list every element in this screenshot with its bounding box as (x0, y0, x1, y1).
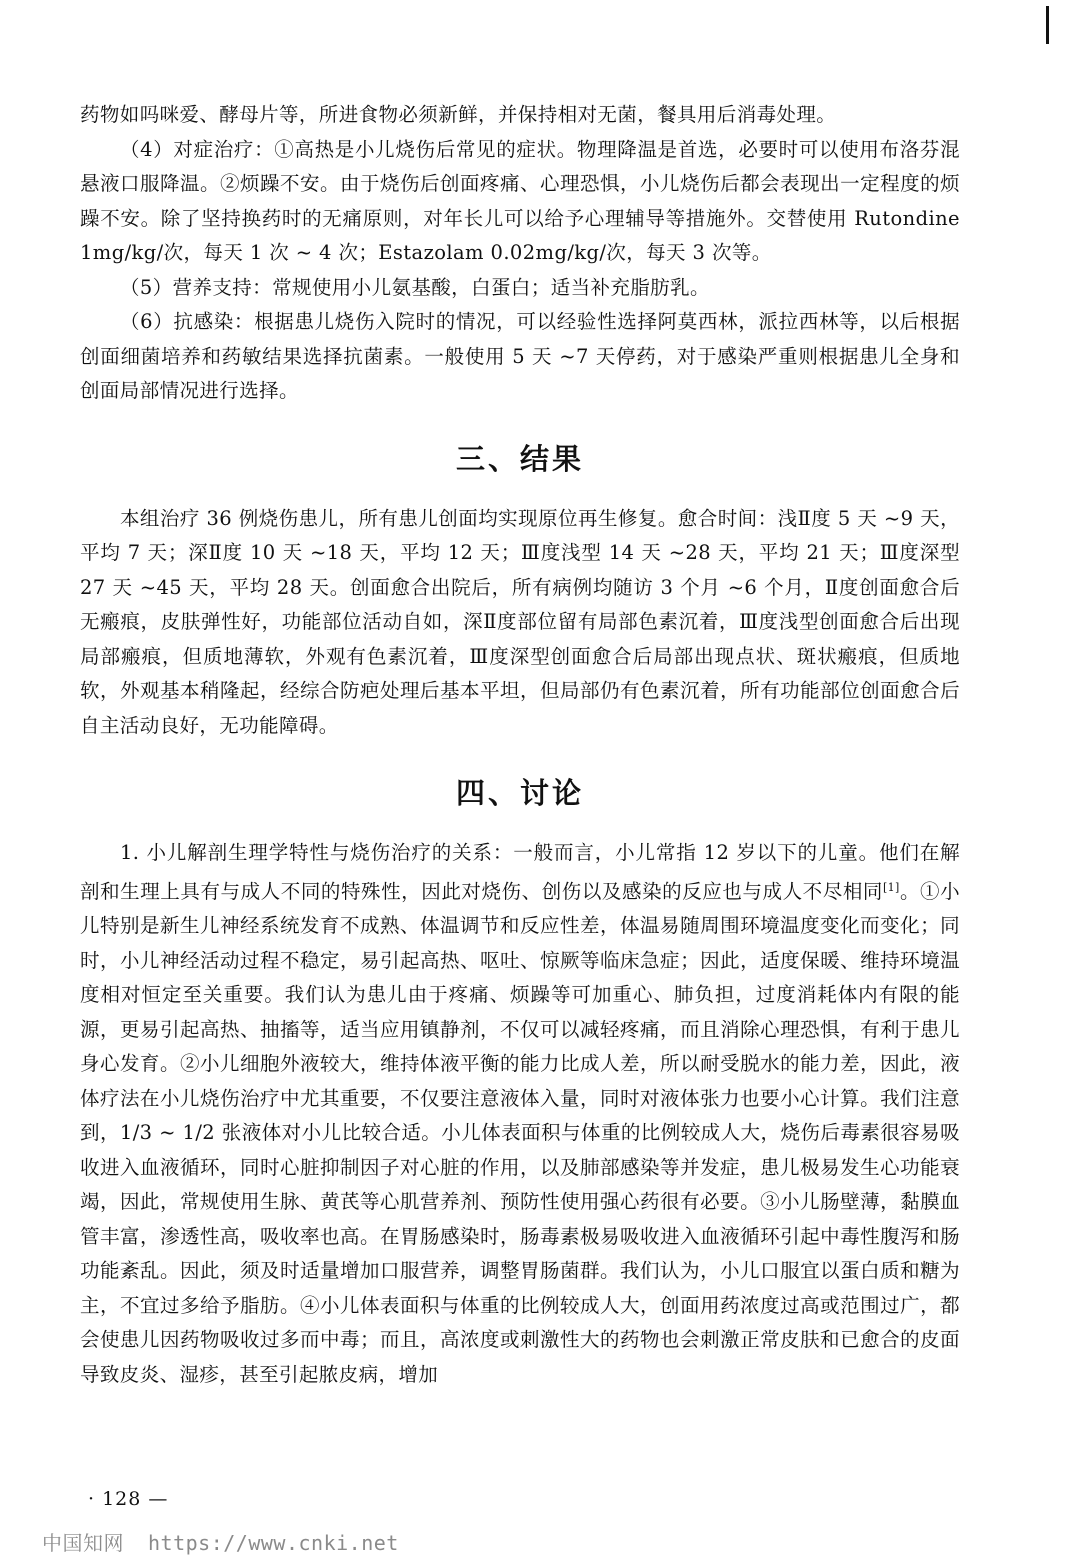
paragraph-discussion (80, 836, 960, 1392)
paragraph-results: 本组治疗 36 例烧伤患儿，所有患儿创面均实现原位再生修复。愈合时间：浅Ⅱ度 5 天 ~9 天，平均 7 天；深Ⅱ度 10 天 ~18 天，平均 12 天；Ⅲ度浅型 14 天 ~28 天，平均 21 天；Ⅲ度深型 27 天 ~45 天，平均 28 天。创面愈合出院后，所有病例均随访 3 个月 ~6 个月，Ⅱ度创面愈合后无瘢痕，皮肤弹性好，功能部位活动自如，深Ⅱ度部位留有局部色素沉着，Ⅲ度浅型创面愈合后出现局部瘢痕，但质地薄软，外观有色素沉着，Ⅲ度深型创面愈合后局部出现点状、斑状瘢痕，但质地软，外观基本稍隆起，经综合防疤处理后基本平坦，但局部仍有色素沉着，所有功能部位创面愈合后自主活动良好，无功能障碍。 (80, 506, 960, 737)
paragraph-symptomatic-treatment: （4）对症治疗：①高热是小儿烧伤后常见的症状。物理降温是首选，必要时可以使用布洛芬混悬液口服降温。②烦躁不安。由于烧伤后创面疼痛、心理恐惧，小儿烧伤后都会表现出一定程度的烦躁不安。除了坚持换药时的无痛原则，对年长儿可以给予心理辅导等措施外。交替使用 Rutondine 1mg/kg/次，每天 1 次 ~ 4 次；Estazolam 0.02mg/kg/次，每天 3 次等。 (80, 137, 960, 264)
page-number: · 128 — (88, 1488, 169, 1510)
watermark-logo: 中国知网 (42, 1531, 124, 1555)
cnki-watermark (42, 1527, 399, 1556)
paragraph-nutrition-support: （5）营养支持：常规使用小儿氨基酸，白蛋白；适当补充脂肪乳。 (119, 275, 710, 299)
citation-reference[interactable]: [1] (882, 880, 900, 894)
document-page (80, 98, 960, 1392)
discussion-text-part2: 。①小儿特别是新生儿神经系统发育不成熟、体温调节和反应性差，体温易随周围环境温度变化而变化；同时，小儿神经活动过程不稳定，易引起高热、呕吐、惊厥等临床急症；因此，适度保暖、维持环境温度相对恒定至关重要。我们认为患儿由于疼痛、烦躁等可加重心、肺负担，过度消耗体内有限的能源，更易引起高热、抽搐等，适当应用镇静剂，不仅可以减轻疼痛，而且消除心理恐惧，有利于患儿身心发育。②小儿细胞外液较大，维持体液平衡的能力比成人差，所以耐受脱水的能力差，因此，液体疗法在小儿烧伤治疗中尤其重要，不仅要注意液体入量，同时对液体张力也要小心计算。我们注意到，1/3 ~ 1/2 张液体对小儿比较合适。小儿体表面积与体重的比例较成人大，烧伤后毒素很容易吸收进入血液循环，同时心脏抑制因子对心脏的作用，以及肺部感染等并发症，患儿极易发生心功能衰竭，因此，常规使用生脉、黄芪等心肌营养剂、预防性使用强心药很有必要。③小儿肠壁薄，黏膜血管丰富，渗透性高，吸收率也高。在胃肠感染时，肠毒素极易吸收进入血液循环引起中毒性腹泻和肠功能紊乱。因此，须及时适量增加口服营养，调整胃肠菌群。我们认为，小儿口服宜以蛋白质和糖为主，不宜过多给予脂肪。④小儿体表面积与体重的比例较成人大，创面用药浓度过高或范围过广，都会使患儿因药物吸收过多而中毒；而且，高浓度或刺激性大的药物也会刺激正常皮肤和已愈合的皮面导致皮炎、湿疹，甚至引起脓皮病，增加 (80, 879, 960, 1386)
discussion-text-part1: 1. 小儿解剖生理学特性与烧伤治疗的关系：一般而言，小儿常指 12 岁以下的儿童。他们在解剖和生理上具有与成人不同的特殊性，因此对烧伤、创伤以及感染的反应也与成人不尽相同 (80, 841, 960, 903)
section-heading-results: 三、结果 (455, 441, 584, 476)
section-heading-discussion: 四、讨论 (455, 776, 584, 810)
page-edge-mark (1046, 6, 1049, 44)
watermark-url[interactable]: https://www.cnki.net (148, 1531, 399, 1555)
paragraph-anti-infection: （6）抗感染：根据患儿烧伤入院时的情况，可以经验性选择阿莫西林，派拉西林等，以后根据创面细菌培养和药敏结果选择抗菌素。一般使用 5 天 ~7 天停药，对于感染严重则根据患儿全身和创面局部情况进行选择。 (80, 310, 960, 402)
paragraph-continuation: 药物如吗咪爱、酵母片等，所进食物必须新鲜，并保持相对无菌，餐具用后消毒处理。 (80, 103, 837, 126)
